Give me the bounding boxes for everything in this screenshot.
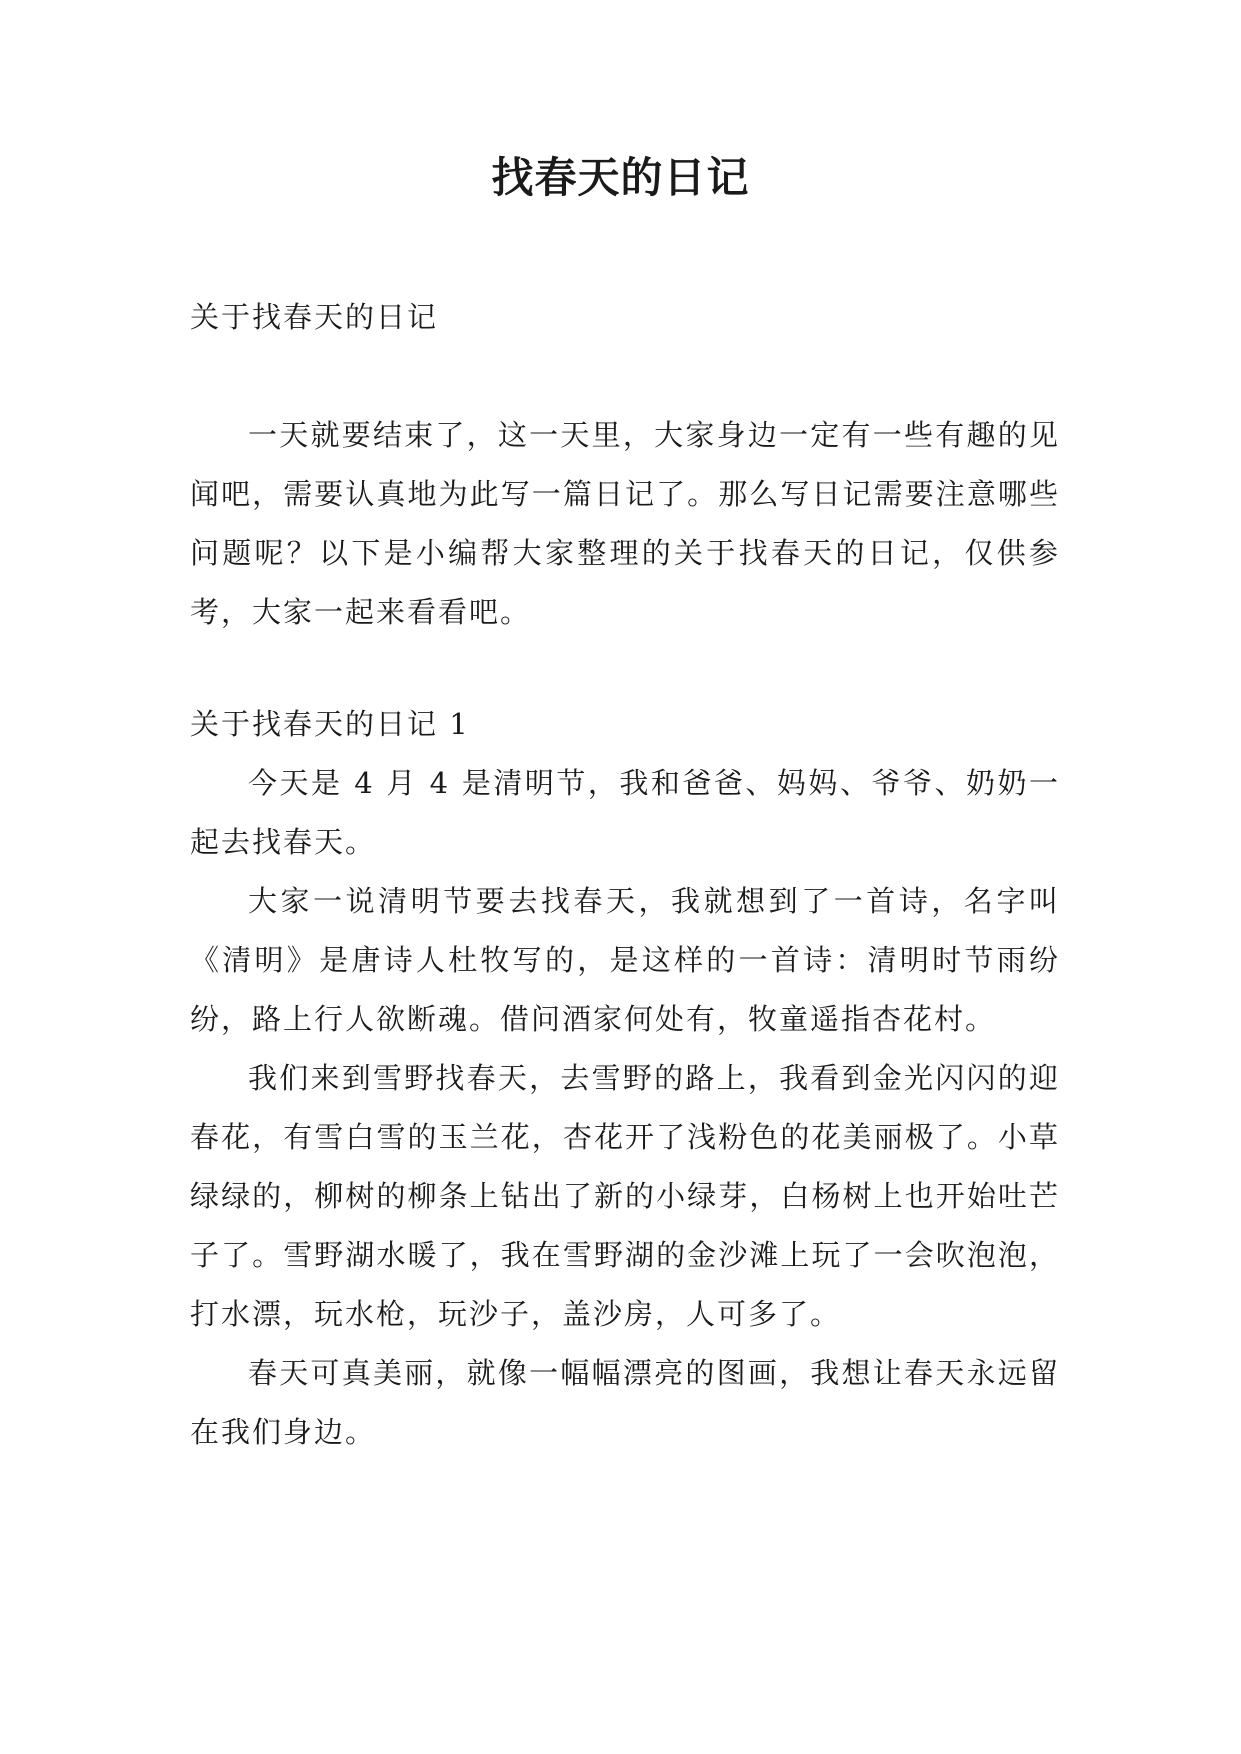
document-body	[190, 288, 1060, 1462]
body-paragraph-3: 我们来到雪野找春天，去雪野的路上，我看到金光闪闪的迎春花，有雪白雪的玉兰花，杏花开了浅粉色的花美丽极了。小草绿绿的，柳树的柳条上钻出了新的小绿芽，白杨树上也开始吐芒子了。雪野湖水暖了，我在雪野湖的金沙滩上玩了一会吹泡泡，打水漂，玩水枪，玩沙子，盖沙房，人可多了。	[190, 1061, 1060, 1331]
body-paragraph-4: 春天可真美丽，就像一幅幅漂亮的图画，我想让春天永远留在我们身边。	[190, 1356, 1060, 1449]
body-paragraph-2: 大家一说清明节要去找春天，我就想到了一首诗，名字叫《清明》是唐诗人杜牧写的，是这样的一首诗：清明时节雨纷纷，路上行人欲断魂。借问酒家何处有，牧童遥指杏花村。	[190, 884, 1060, 1036]
section-heading: 关于找春天的日记 1	[190, 707, 470, 741]
document-title: 找春天的日记	[491, 153, 750, 202]
intro-paragraph: 一天就要结束了，这一天里，大家身边一定有一些有趣的见闻吧，需要认真地为此写一篇日记了。那么写日记需要注意哪些问题呢？以下是小编帮大家整理的关于找春天的日记，仅供参考，大家一起来看看吧。	[190, 418, 1060, 629]
document-subtitle: 关于找春天的日记	[190, 300, 439, 334]
body-paragraph-1: 今天是 4 月 4 是清明节，我和爸爸、妈妈、爷爷、奶奶一起去找春天。	[190, 766, 1060, 859]
